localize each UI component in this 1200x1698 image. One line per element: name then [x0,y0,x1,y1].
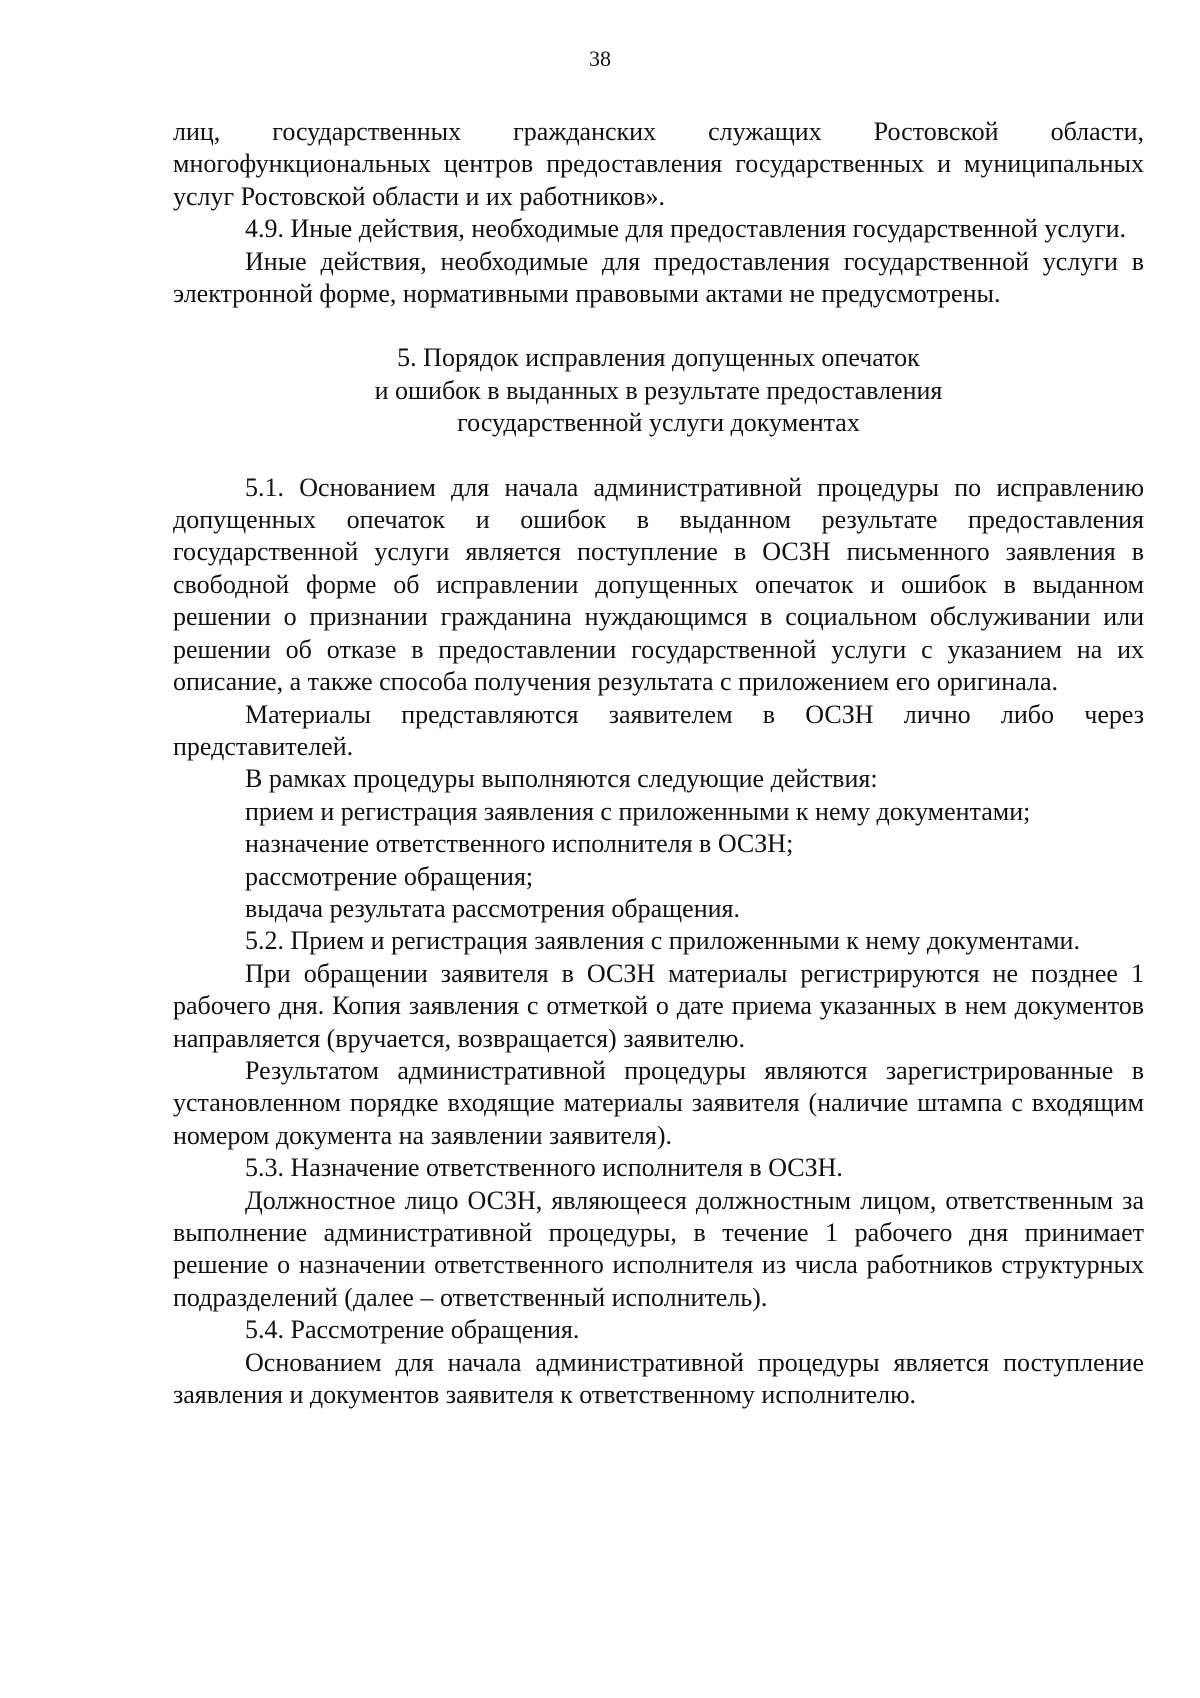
paragraph-5-4: 5.4. Рассмотрение обращения. [245,1315,580,1345]
paragraph-5-2: 5.2. Прием и регистрация заявления с приложенными к нему документами. [245,926,1080,956]
section-heading-line-3: государственной услуги документах [457,408,860,438]
paragraph-official: Должностное лицо ОСЗН, являющееся должностным лицом, ответственным за выполнение административной процедуры, в течение 1 рабочего дня принимает решение о назначении ответственного исполнителя из числа работников структурных подразделений (далее – ответственный исполнитель). [173,1185,1144,1312]
list-item-action-1: прием и регистрация заявления с приложенными к нему документами; [245,796,1031,826]
list-item-action-3: рассмотрение обращения; [245,861,534,891]
paragraph-actions-intro: В рамках процедуры выполняются следующие действия: [245,764,878,794]
paragraph-materials: Материалы представляются заявителем в ОСЗН лично либо через представителей. [173,699,1144,761]
paragraph-result: Результатом административной процедуры являются зарегистрированные в установленном порядке входящие материалы заявителя (наличие штампа с входящим номером документа на заявлении заявителя). [173,1055,1144,1150]
section-heading [173,342,1144,439]
document-body [173,116,1144,1411]
list-item-action-4: выдача результата рассмотрения обращения. [245,893,740,923]
paragraph-continuation: лиц, государственных гражданских служащих Ростовской области, многофункциональных центров предоставления государственных и муниципальных услуг Ростовской области и их работников». [173,117,1144,211]
page-number: 38 [589,46,611,71]
paragraph-other-actions: Иные действия, необходимые для предоставления государственной услуги в электронной форме, нормативными правовыми актами не предусмотрены. [173,246,1144,309]
paragraph-5-3: 5.3. Назначение ответственного исполнителя в ОСЗН. [245,1153,843,1183]
paragraph-5-1: 5.1. Основанием для начала административной процедуры по исправлению допущенных опечаток и ошибок в выданном результате предоставления государственной услуги является поступление в ОСЗН письменного заявления в свободной форме об исправлении допущенных опечаток и ошибок в выданном решении о признании гражданина нуждающимся в социальном обслуживании или решении об отказе в предоставлении государственной услуги с указанием на их описание, а также способа получения результата с приложением его оригинала. [173,472,1144,697]
section-heading-line-2: и ошибок в выданных в результате предоставления [374,375,943,405]
paragraph-basis: Основанием для начала административной процедуры является поступление заявления и документов заявителя к ответственному исполнителю. [173,1347,1144,1410]
section-heading-line-1: 5. Порядок исправления допущенных опечаток [397,343,920,373]
list-item-action-2: назначение ответственного исполнителя в ОСЗН; [245,829,794,859]
paragraph-registration: При обращении заявителя в ОСЗН материалы регистрируются не позднее 1 рабочего дня. Копия заявления с отметкой о дате приема указанных в нем документов направляется (вручается, возвращается) заявителю. [173,958,1144,1053]
paragraph-4-9: 4.9. Иные действия, необходимые для предоставления государственной услуги. [245,214,1127,244]
